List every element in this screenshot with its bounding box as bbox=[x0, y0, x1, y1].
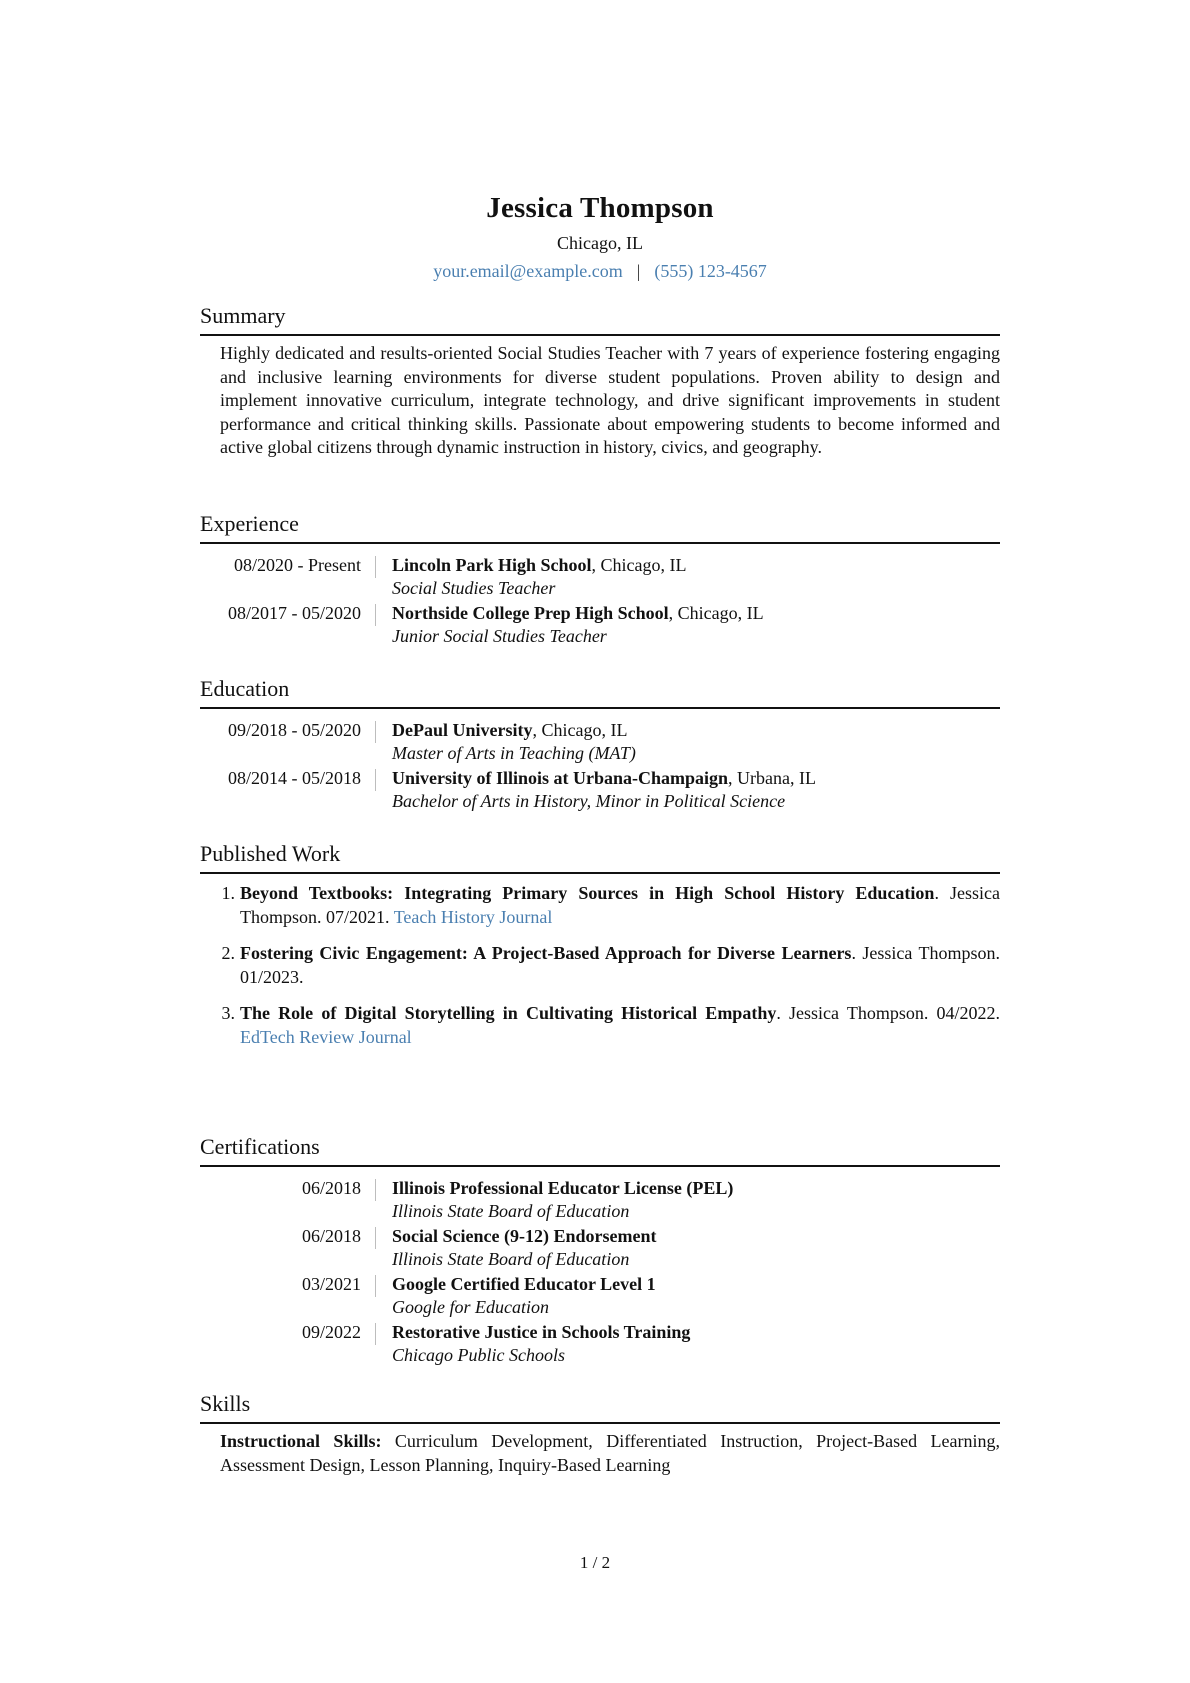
published-work-section bbox=[200, 840, 1000, 1062]
publication-title: Beyond Textbooks: Integrating Primary Sources in High School History Education bbox=[240, 883, 935, 903]
certification-name: Restorative Justice in Schools Training bbox=[392, 1322, 691, 1342]
entry-divider bbox=[375, 556, 376, 578]
experience-entry bbox=[200, 554, 1000, 600]
publication-item bbox=[200, 882, 1000, 929]
entry-date: 08/2020 - Present bbox=[234, 555, 361, 575]
skills-section bbox=[200, 1390, 1000, 1477]
entry-date: 06/2018 bbox=[301, 1226, 361, 1246]
publication-title: Fostering Civic Engagement: A Project-Based Approach for Diverse Learners bbox=[240, 943, 852, 963]
list-number: 3. bbox=[221, 1003, 235, 1023]
entry-org: DePaul University bbox=[392, 720, 533, 740]
education-entry bbox=[200, 719, 1000, 765]
candidate-location: Chicago, IL bbox=[557, 233, 643, 253]
page-number: 1 / 2 bbox=[579, 1553, 611, 1572]
summary-text: Highly dedicated and results-oriented Social Studies Teacher with 7 years of experience fostering engaging and inclusive learning environments for diverse student populations. Proven ability to design and implement innovative curriculum, integrate technology, and drive significant improvements in student performance and critical thinking skills. Passionate about empowering students to become informed and active global citizens through dynamic instruction in history, civics, and geography. bbox=[220, 343, 1000, 457]
publication-list bbox=[200, 874, 1000, 1049]
section-title: Skills bbox=[200, 1391, 251, 1416]
entry-degree: Bachelor of Arts in History, Minor in Political Science bbox=[392, 791, 786, 811]
entry-role: Junior Social Studies Teacher bbox=[392, 626, 607, 646]
resume-header bbox=[200, 190, 1000, 284]
entry-divider bbox=[375, 1227, 376, 1249]
certification-entry bbox=[200, 1273, 1000, 1319]
entry-place: , Chicago, IL bbox=[532, 720, 628, 740]
entry-place: , Chicago, IL bbox=[668, 603, 764, 623]
education-section bbox=[200, 675, 1000, 815]
summary-section bbox=[200, 302, 1000, 460]
certification-name: Google Certified Educator Level 1 bbox=[392, 1274, 656, 1294]
phone-link[interactable]: (555) 123-4567 bbox=[654, 261, 767, 281]
publication-item bbox=[200, 1002, 1000, 1049]
certification-issuer: Google for Education bbox=[392, 1297, 549, 1317]
publication-meta: . Jessica Thompson. 01/2023. bbox=[240, 943, 1000, 987]
entry-divider bbox=[375, 721, 376, 743]
email-link[interactable]: your.email@example.com bbox=[433, 261, 623, 281]
skills-list: Curriculum Development, Differentiated Instruction, Project-Based Learning, Assessment Design, Lesson Planning, Inquiry-Based Learning bbox=[220, 1431, 1000, 1475]
list-number: 1. bbox=[221, 883, 235, 903]
certification-name: Illinois Professional Educator License (PEL) bbox=[392, 1178, 734, 1198]
entry-date: 09/2022 bbox=[301, 1322, 361, 1342]
entry-org: Northside College Prep High School bbox=[392, 603, 669, 623]
entry-divider bbox=[375, 769, 376, 791]
section-title: Summary bbox=[200, 303, 286, 328]
section-title: Education bbox=[200, 676, 290, 701]
certifications-section bbox=[200, 1133, 1000, 1369]
publication-meta: . Jessica Thompson. 07/2021. bbox=[240, 883, 1000, 927]
section-title: Published Work bbox=[200, 841, 341, 866]
experience-entry bbox=[200, 602, 1000, 648]
entry-date: 09/2018 - 05/2020 bbox=[228, 720, 361, 740]
publication-venue-link[interactable]: EdTech Review Journal bbox=[240, 1026, 412, 1047]
certification-issuer: Illinois State Board of Education bbox=[392, 1249, 630, 1269]
contact-separator: | bbox=[636, 261, 641, 281]
entry-org: Lincoln Park High School bbox=[392, 555, 592, 575]
entry-date: 03/2021 bbox=[301, 1274, 361, 1294]
section-title: Experience bbox=[200, 511, 299, 536]
entry-role: Social Studies Teacher bbox=[392, 578, 556, 598]
candidate-name: Jessica Thompson bbox=[486, 192, 714, 224]
certification-entry bbox=[200, 1321, 1000, 1367]
entry-divider bbox=[375, 1275, 376, 1297]
contact-line bbox=[200, 258, 1000, 284]
entry-divider bbox=[375, 1323, 376, 1345]
certification-entry bbox=[200, 1225, 1000, 1271]
section-title: Certifications bbox=[200, 1134, 320, 1159]
certification-entry bbox=[200, 1177, 1000, 1223]
publication-venue-link[interactable]: Teach History Journal bbox=[393, 906, 553, 927]
certification-name: Social Science (9-12) Endorsement bbox=[392, 1226, 657, 1246]
entry-divider bbox=[375, 604, 376, 626]
entry-org: University of Illinois at Urbana-Champaign bbox=[392, 768, 729, 788]
entry-divider bbox=[375, 1179, 376, 1201]
skills-text bbox=[200, 1424, 1000, 1477]
entry-date: 08/2017 - 05/2020 bbox=[228, 603, 361, 623]
skills-label: Instructional Skills: bbox=[220, 1431, 382, 1451]
publication-title: The Role of Digital Storytelling in Cultivating Historical Empathy bbox=[240, 1003, 777, 1023]
entry-date: 06/2018 bbox=[301, 1178, 361, 1198]
certification-issuer: Chicago Public Schools bbox=[392, 1345, 565, 1365]
publication-meta: . Jessica Thompson. 04/2022. bbox=[776, 1003, 1000, 1023]
entry-date: 08/2014 - 05/2018 bbox=[228, 768, 361, 788]
certification-issuer: Illinois State Board of Education bbox=[392, 1201, 630, 1221]
entry-degree: Master of Arts in Teaching (MAT) bbox=[392, 743, 636, 763]
experience-section bbox=[200, 510, 1000, 650]
entry-place: , Urbana, IL bbox=[728, 768, 817, 788]
education-entry bbox=[200, 767, 1000, 813]
list-number: 2. bbox=[221, 943, 235, 963]
publication-item bbox=[200, 942, 1000, 989]
entry-place: , Chicago, IL bbox=[591, 555, 687, 575]
